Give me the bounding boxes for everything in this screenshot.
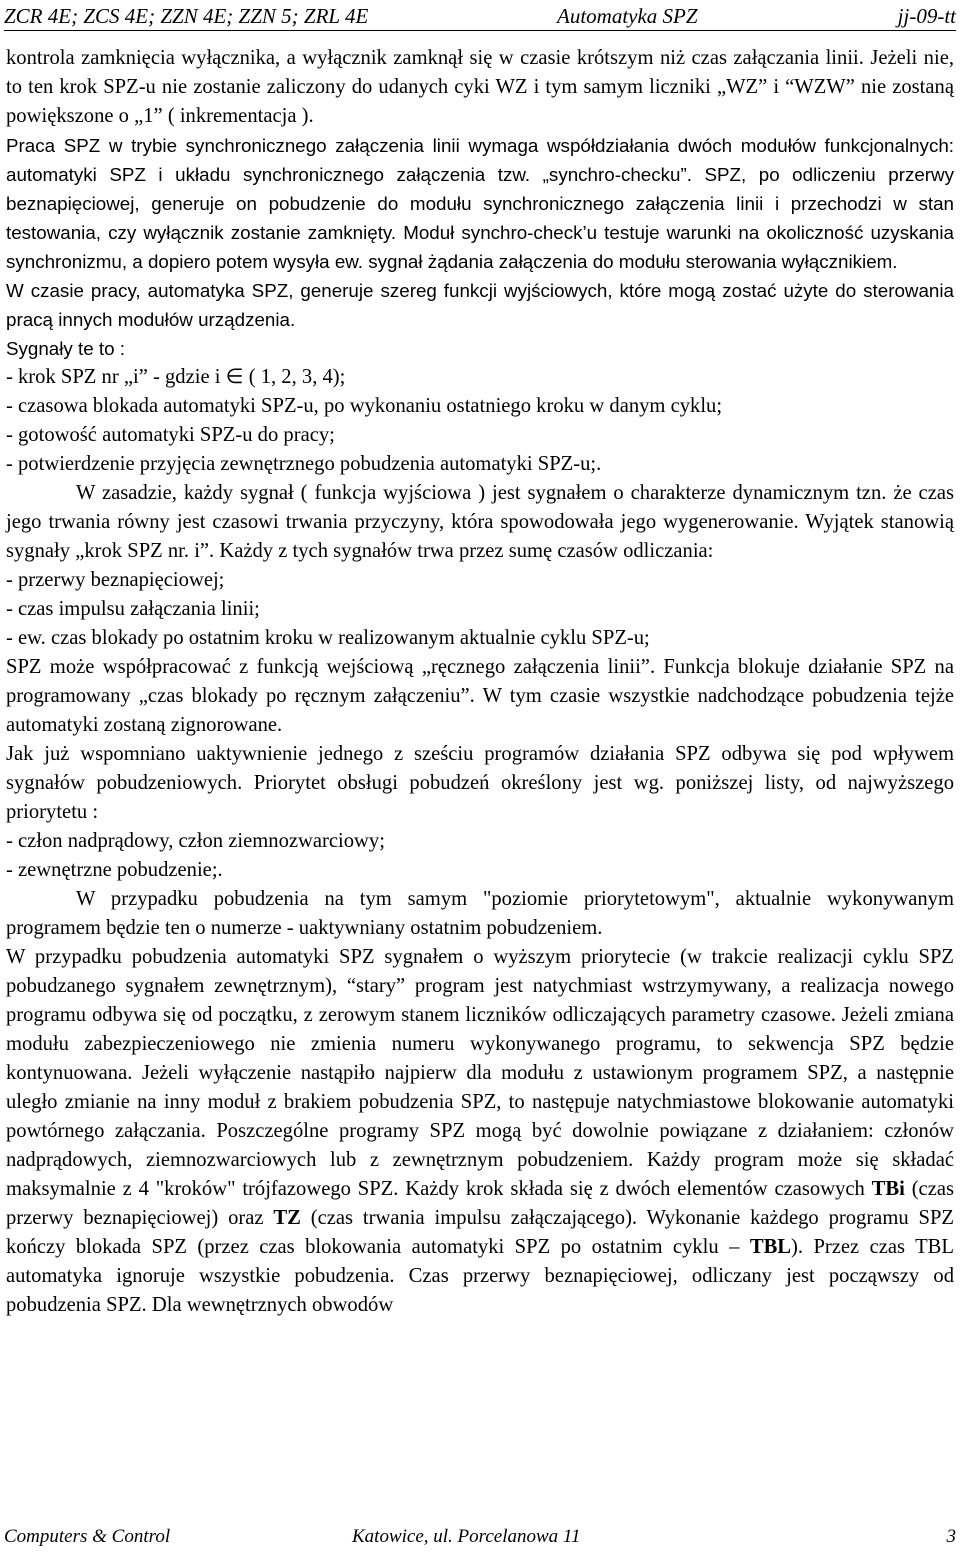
term-tbi: TBi	[871, 1178, 905, 1200]
paragraph-9-part-b: (czas przerwy beznapięciowej) oraz	[6, 1178, 954, 1229]
list-item: - gotowość automatyki SPZ-u do pracy;	[6, 424, 335, 446]
header-device-list: ZCR 4E; ZCS 4E; ZZN 4E; ZZN 5; ZRL 4E	[4, 4, 369, 28]
page-footer	[4, 1524, 956, 1550]
paragraph-9-part-c: (czas trwania impulsu załączającego). Wykonanie każdego programu SPZ kończy blokada SPZ (przez czas blokowania automatyki SPZ po ostatnim cyklu –	[6, 1207, 954, 1258]
header-title: Automatyka SPZ	[557, 4, 698, 28]
paragraph-4: Sygnały te to :	[6, 338, 126, 359]
list-item: - potwierdzenie przyjęcia zewnętrznego pobudzenia automatyki SPZ-u;.	[6, 453, 602, 475]
paragraph-6: SPZ może współpracować z funkcją wejściową „ręcznego załączenia linii”. Funkcja blokuje działanie SPZ na programowany „czas blokady po ręcznym załączeniu”. W tym czasie wszystkie nadchodzące pobudzenia tejże automatyki zostaną zignorowane.	[6, 656, 954, 736]
term-tbl: TBL	[749, 1236, 792, 1258]
list-item: - zewnętrzne pobudzenie;.	[6, 859, 223, 881]
paragraph-5: W zasadzie, każdy sygnał ( funkcja wyjściowa ) jest sygnałem o charakterze dynamicznym tzn. że czas jego trwania równy jest czasowi trwania przyczyny, która spowodowała jego wygenerowanie. Wyjątek stanowią sygnały „krok SPZ nr. i”. Każdy z tych sygnałów trwa przez sumę czasów odliczania:	[6, 482, 954, 562]
paragraph-9	[6, 943, 954, 1320]
list-item: - krok SPZ nr „i” - gdzie i ∈ ( 1, 2, 3, 4);	[6, 366, 346, 388]
paragraph-2: Praca SPZ w trybie synchronicznego załączenia linii wymaga współdziałania dwóch modułów funkcjonalnych: automatyki SPZ i układu synchronicznego załączenia tzw. „synchro-checku”. SPZ, po odliczeniu przerwy beznapięciowej, generuje on pobudzenie do modułu synchronicznego załączenia linii i przechodzi w stan testowania, czy wyłącznik zostanie zamknięty. Moduł synchro-check’u testuje warunki na okoliczność uzyskania synchronizmu, a dopiero potem wysyła ew. sygnał żądania załączenia do modułu sterowania wyłącznikiem.	[6, 135, 954, 272]
paragraph-3: W czasie pracy, automatyka SPZ, generuje szereg funkcji wyjściowych, które mogą zostać użyte do sterowania pracą innych modułów urządzenia.	[6, 280, 954, 330]
paragraph-8: W przypadku pobudzenia na tym samym "poziomie priorytetowym", aktualnie wykonywanym programem będzie ten o numerze - uaktywniany ostatnim pobudzeniem.	[6, 888, 954, 939]
term-tz: TZ	[273, 1207, 301, 1229]
list-item: - czas impulsu załączania linii;	[6, 598, 260, 620]
footer-address: Katowice, ul. Porcelanowa 11	[352, 1526, 581, 1547]
header-code: jj-09-tt	[897, 4, 956, 28]
page-header	[4, 0, 956, 31]
paragraph-9-part-a: W przypadku pobudzenia automatyki SPZ sygnałem o wyższym priorytecie (w trakcie realizacji cyklu SPZ pobudzanego sygnałem zewnętrznym), “stary” program jest natychmiast wstrzymywany, a realizacja nowego programu odbywa się od początku, z zerowym stanem liczników odliczających parametry czasowe. Jeżeli zmiana modułu zabezpieczeniowego nie zmienia numeru wykonywanego programu, to sekwencja SPZ będzie kontynuowana. Jeżeli wyłączenie nastąpiło najpierw dla modułu z ustawionym programem SPZ, a następnie uległo zmianie na inny moduł z brakiem pobudzenia SPZ, to następuje natychmiastowe blokowanie automatyki powtórnego załączania. Poszczególne programy SPZ mogą być dowolnie powiązane z działaniem: członów nadprądowych, ziemnozwarciowych lub z zewnętrznym pobudzeniem. Każdy program może się składać maksymalnie z 4 "kroków" trójfazowego SPZ. Każdy krok składa się z dwóch elementów czasowych	[6, 946, 954, 1200]
time-components-list	[6, 566, 954, 653]
list-item: - ew. czas blokady po ostatnim kroku w realizowanym aktualnie cyklu SPZ-u;	[6, 627, 650, 649]
list-item: - człon nadprądowy, człon ziemnozwarciowy;	[6, 830, 385, 852]
output-signals-list	[6, 363, 954, 479]
paragraph-9-part-d: ). Przez czas TBL automatyka ignoruje wszystkie pobudzenia. Czas przerwy beznapięciowej, odliczany jest począwszy od pobudzenia SPZ. Dla wewnętrznych obwodów	[6, 1236, 954, 1316]
paragraph-7: Jak już wspomniano uaktywnienie jednego z sześciu programów działania SPZ odbywa się pod wpływem sygnałów pobudzeniowych. Priorytet obsługi pobudzeń określony jest wg. poniższej listy, od najwyższego priorytetu :	[6, 743, 954, 823]
paragraph-1: kontrola zamknięcia wyłącznika, a wyłącznik zamknął się w czasie krótszym niż czas załączania linii. Jeżeli nie, to ten krok SPZ-u nie zostanie zaliczony do udanych cyki WZ i tym samym liczniki „WZ” i “WZW” nie zostaną powiększone o „1” ( inkrementacja ).	[6, 47, 954, 127]
footer-page-number: 3	[946, 1526, 956, 1547]
footer-company: Computers & Control	[4, 1526, 171, 1547]
list-item: - przerwy beznapięciowej;	[6, 569, 225, 591]
list-item: - czasowa blokada automatyki SPZ-u, po wykonaniu ostatniego kroku w danym cyklu;	[6, 395, 723, 417]
document-body	[6, 44, 954, 1320]
priority-list	[6, 827, 954, 885]
